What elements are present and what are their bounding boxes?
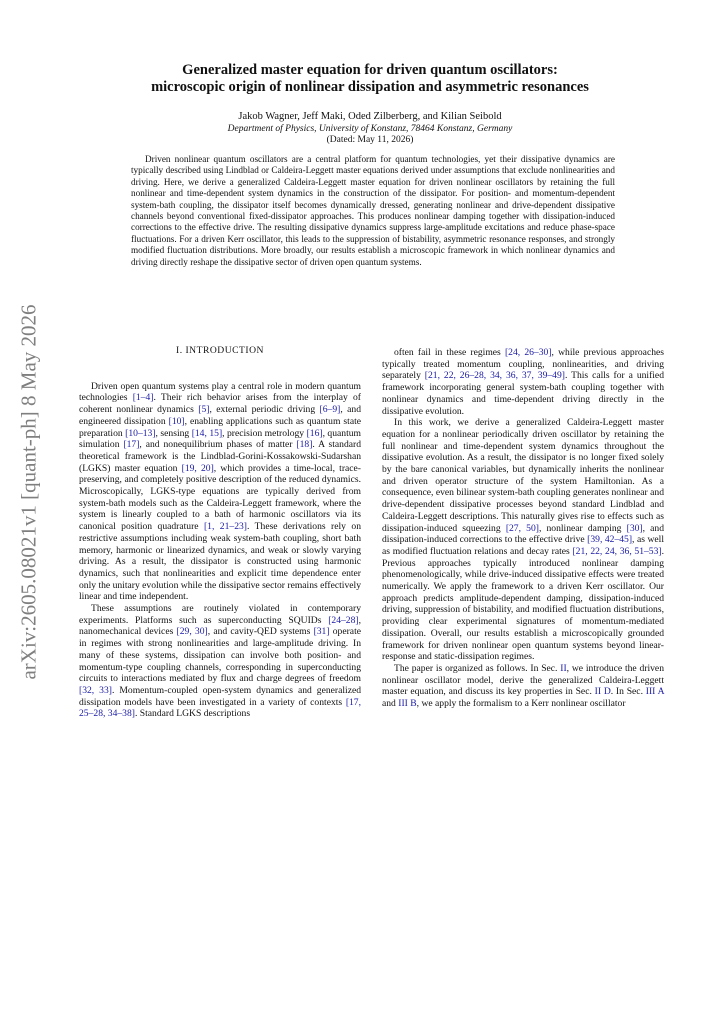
paragraph-text: , we introduce the driven nonlinear oscillator model, derive the generalized Caldeira-Leggett master equation, and discuss its key properties in Sec. xyxy=(382,662,664,698)
citation-link[interactable]: [29, 30] xyxy=(176,626,208,638)
paragraph-text: These assumptions are routinely violated in contemporary experiments. Platforms such as superconducting SQUIDs xyxy=(79,603,361,626)
arxiv-sidebar xyxy=(16,296,42,688)
citation-link[interactable]: [19, 20] xyxy=(181,462,214,474)
paragraph xyxy=(382,347,664,417)
citation-link[interactable]: [24, 26–30] xyxy=(504,347,552,358)
paragraph-text: The paper is organized as follows. In Sec. xyxy=(394,662,561,674)
left-column-body xyxy=(79,381,361,720)
citation-link[interactable]: [10] xyxy=(168,415,185,427)
citation-link[interactable]: [16] xyxy=(306,427,323,439)
citation-link[interactable]: [18] xyxy=(296,439,313,451)
paragraph-text: , precision metrology xyxy=(222,427,307,439)
citation-link[interactable]: [10–13] xyxy=(125,427,156,439)
title-line-1: Generalized master equation for driven quantum oscillators: xyxy=(182,62,558,78)
paragraph-text: In this work, we derive a generalized Caldeira-Leggett master equation for a nonlinear periodically driven oscillator by retaining the full nonlinear and time-dependent system dynamics throughout the dissipative evolution. As a result, the dissipator is no longer fixed solely by the bare canonical variables, but dynamically inherits the nonlinear and driven operator structure of the system Hamiltonian. As a consequence, even bilinear system-bath coupling generates nonlinear and drive-dependent dissipative processes beyond standard Lindblad and Caldeira-Leggett descriptions. This naturally gives rise to effects such as dissipation-induced squeezing xyxy=(382,417,664,534)
affiliation: Department of Physics, University of Konstanz, 78464 Konstanz, Germany xyxy=(227,124,513,134)
right-column-body xyxy=(382,347,664,710)
right-column xyxy=(382,347,664,710)
citation-link[interactable]: [6–9] xyxy=(319,404,341,416)
paragraph-text: , which provides a time-local, trace-preserving, and completely positive description of the reduced dynamics. Microscopically, LGKS-type equations are typically derived from system-bath models such as the Caldeira-Leggett framework, where the system is linearly coupled to a bath of harmonic oscillators via its canonical position quadrature xyxy=(79,462,361,533)
arxiv-identifier: arXiv:2605.08021v1 [quant-ph] 8 May 2026 xyxy=(16,304,41,680)
paragraph-text: . Momentum-coupled open-system dynamics and generalized dissipation models have been investigated in a variety of contexts xyxy=(79,684,362,708)
paragraph-text: , quantum simulation xyxy=(79,427,362,451)
author-list: Jakob Wagner, Jeff Maki, Oded Zilberberg, and Kilian Seibold xyxy=(238,111,502,122)
paragraph-text: . These derivations rely on restrictive assumptions including weak system-bath coupling, short bath memory, harmonic or linearized dynamics, and weak or slowly varying driving. As a result, the dissipator is constructed using harmonic dynamics, such that nonlinearities and explicit time dependence enter only the unitary evolution while the dissipative sector remains effectively linear and time independent. xyxy=(79,521,361,603)
paragraph-text: , and dissipation-induced corrections to the effective drive xyxy=(382,522,665,546)
paragraph-text: Driven open quantum systems play a central role in modern quantum technologies xyxy=(79,380,361,404)
paragraph-text: , sensing xyxy=(155,427,192,439)
citation-link[interactable]: [39, 42–45] xyxy=(587,534,633,546)
paragraph-text: . Previous approaches typically introduced nonlinear damping phenomenologically, while drive-induced dissipative effects were treated numerically. We apply the framework to a driven Kerr oscillator. Our approach predicts amplitude-dependent damping, dissipation-induced driving, suppression of bistability, and modified fluctuation distributions, providing clear experimental signatures of momentum-mediated dissipation. Overall, our results establish a microscopically grounded framework for driven nonlinear open quantum systems beyond linear-response and static-dissipation regimes. xyxy=(382,545,665,663)
paragraph-text: often fail in these regimes xyxy=(394,347,505,358)
left-column xyxy=(79,345,361,720)
paragraph-text: , as well as modified fluctuation relations and decay rates xyxy=(382,534,664,557)
paragraph xyxy=(382,663,664,710)
citation-link[interactable]: [30] xyxy=(626,522,643,534)
paragraph-text: , we apply the formalism to a Kerr nonlinear oscillator xyxy=(416,698,626,710)
citation-link[interactable]: [1, 21–23] xyxy=(203,521,247,533)
paragraph-text: , and nonequilibrium phases of matter xyxy=(139,439,297,451)
citation-link[interactable]: [17, 25–28, 34–38] xyxy=(79,696,361,720)
section-heading-introduction: I. INTRODUCTION xyxy=(176,345,264,356)
paragraph-text: , and engineered dissipation xyxy=(79,404,361,427)
paper-title xyxy=(100,62,640,96)
paragraph xyxy=(79,381,361,603)
citation-link[interactable]: [31] xyxy=(313,626,330,638)
citation-link[interactable]: [14, 15] xyxy=(191,427,223,439)
citation-link[interactable]: III B xyxy=(398,698,417,710)
paragraph-text: operate in regimes with strong nonlinearities and large-amplitude driving. In many of these systems, dissipation can involve both position- and momentum-type coupling channels, corresponding in superconducting circuits to interactions mediated by flux and charge degrees of freedom xyxy=(79,626,361,685)
paragraph-text: , nanomechanical devices xyxy=(79,614,361,638)
paragraph-text: . A standard theoretical framework is the Lindblad-Gorini-Kossakowski-Sudarshan (LGKS) master equation xyxy=(79,439,361,474)
citation-link[interactable]: [24–28] xyxy=(328,614,359,626)
paragraph xyxy=(382,417,664,663)
title-line-2: microscopic origin of nonlinear dissipation and asymmetric resonances xyxy=(151,79,589,95)
citation-link[interactable]: III A xyxy=(645,686,664,698)
paragraph-text: , nonlinear damping xyxy=(538,522,627,534)
citation-link[interactable]: [27, 50] xyxy=(505,522,539,534)
paragraph-text: , and cavity-QED systems xyxy=(207,626,314,638)
paragraph-text: . This calls for a unified framework incorporating general system-bath coupling together with nonlinear dynamics and time-dependent driving directly in the dissipative evolution. xyxy=(382,370,664,417)
paragraph-text: . In Sec. xyxy=(610,686,646,698)
abstract: Driven nonlinear quantum oscillators are a central platform for quantum technologies, yet their dissipative dynamics are typically described using Lindblad or Caldeira-Leggett master equations derived under assumptions that exclude nonlinearities and driving. Here, we derive a generalized Caldeira-Leggett master equation for driven nonlinear oscillators by retaining the full nonlinear and time-dependent system dynamics in the construction of the dissipator. For position- and momentum-dependent system-bath coupling, the dissipator itself becomes dynamically dressed, generating nonlinear and drive-dependent dissipative channels beyond conventional fixed-dissipator approaches. This produces nonlinear damping together with dissipation-induced corrections to the effective drive. The resulting dissipative dynamics suppress large-amplitude excitations and reduce phase-space fluctuations. For a driven Kerr oscillator, this leads to the suppression of bistability, asymmetric resonance responses, and strongly modified fluctuation distributions. More broadly, our results establish a microscopic framework in which nonlinear dynamics and driving directly reshape the dissipative sector of driven open quantum systems. xyxy=(131,154,615,267)
citation-link[interactable]: [21, 22, 26–28, 34, 36, 37, 39–49] xyxy=(424,370,565,382)
paragraph-text: . Their rich behavior arises from the interplay of coherent nonlinear dynamics xyxy=(79,392,361,416)
paragraph-text: , enabling applications such as quantum state preparation xyxy=(79,415,362,439)
citation-link[interactable]: [32, 33] xyxy=(79,684,112,696)
citation-link[interactable]: [17] xyxy=(123,439,140,451)
citation-link[interactable]: [5] xyxy=(198,404,210,416)
paragraph-text: , external periodic driving xyxy=(209,404,320,416)
paragraph-text: . Standard LGKS descriptions xyxy=(134,708,251,720)
citation-link[interactable]: [21, 22, 24, 36, 51–53] xyxy=(572,545,662,557)
paragraph-text: , while previous approaches typically treated momentum coupling, nonlinearities, and driving separately xyxy=(382,347,664,382)
date-line: (Dated: May 11, 2026) xyxy=(326,135,414,145)
paragraph xyxy=(79,603,361,720)
citation-link[interactable]: II xyxy=(560,662,567,674)
paragraph-text: and xyxy=(382,698,399,710)
citation-link[interactable]: [1–4] xyxy=(132,392,154,404)
citation-link[interactable]: II D xyxy=(594,686,611,698)
